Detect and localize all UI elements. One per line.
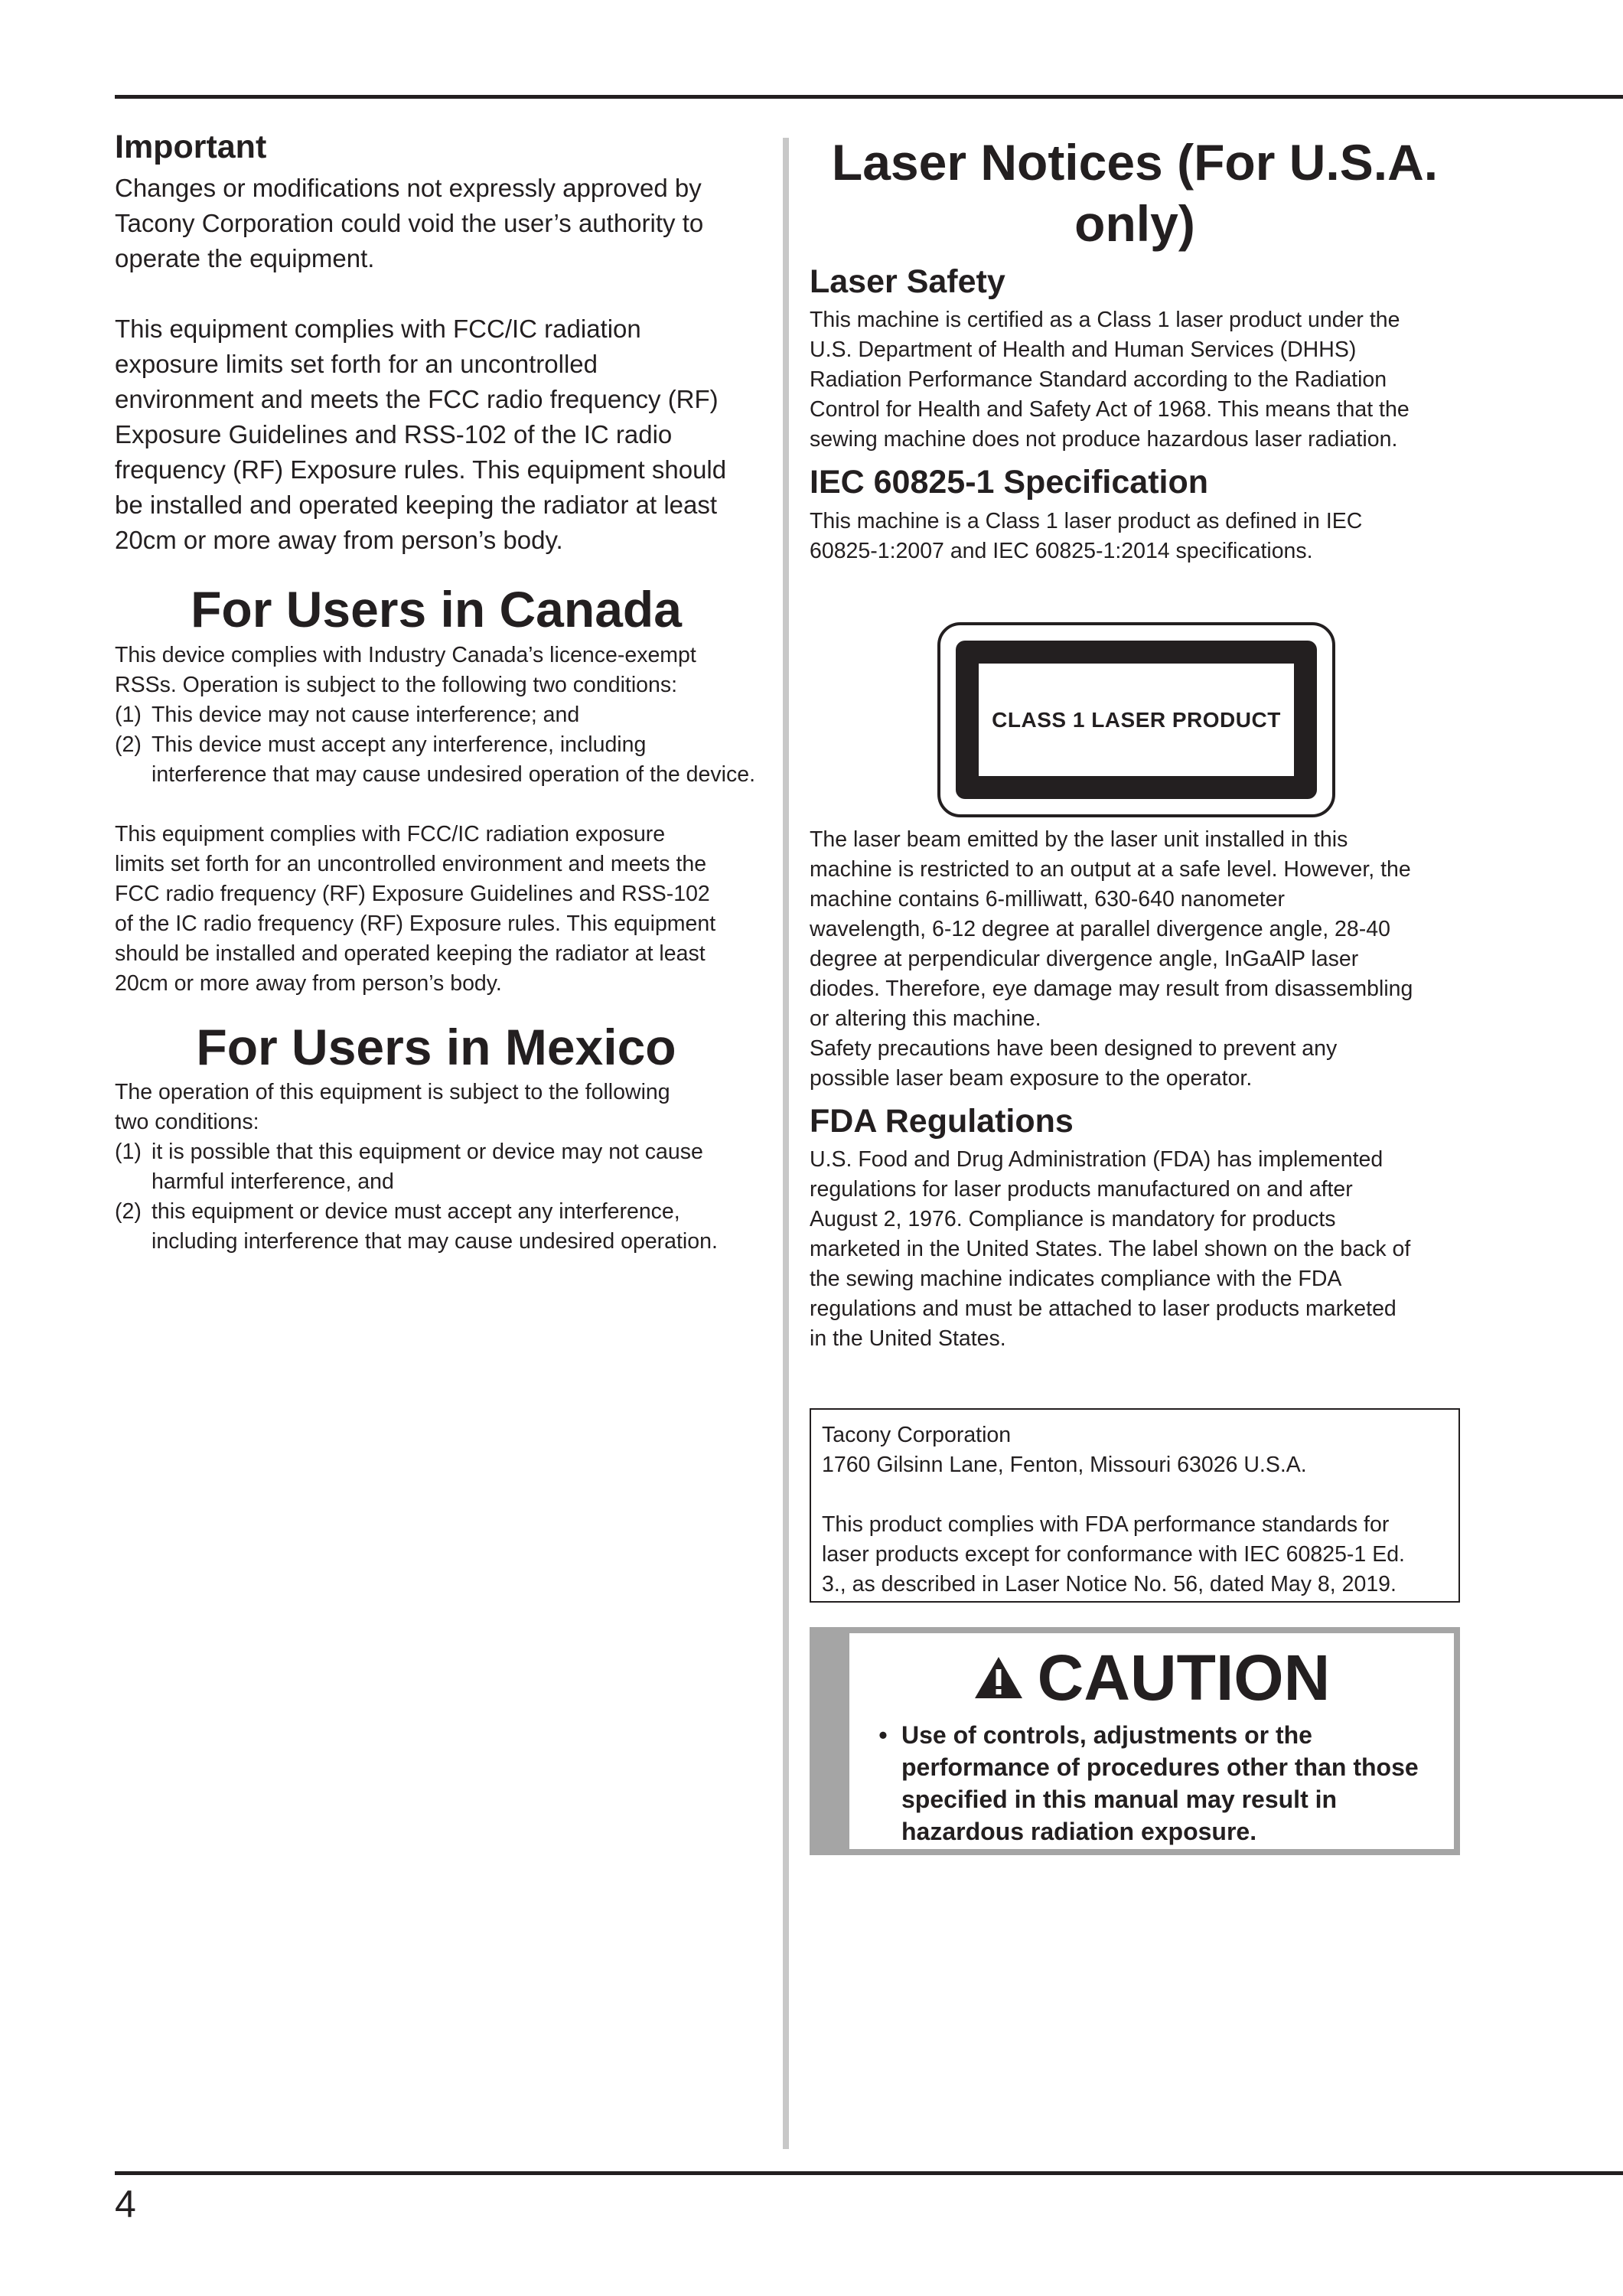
list-number: (2) [115,1199,142,1224]
bullet-icon: • [878,1721,888,1749]
text-line: exposure limits set forth for an uncontrolled [115,350,598,379]
text-line: performance of procedures other than those [901,1753,1419,1781]
text-line: machine contains 6-milliwatt, 630-640 nanometer [810,886,1285,912]
text-line: This machine is certified as a Class 1 laser product under the [810,308,1400,333]
text-line: Safety precautions have been designed to prevent any [810,1035,1338,1061]
laser-notices-title-line-1: Laser Notices (For U.S.A. [831,134,1439,191]
important-paragraph-1 [115,171,758,276]
text-line: environment and meets the FCC radio frequency (RF) [115,385,719,414]
text-line: FCC radio frequency (RF) Exposure Guidelines and RSS-102 [115,881,710,906]
text-line: hazardous radiation exposure. [901,1818,1257,1845]
tacony-compliance-box [810,1408,1460,1603]
laser-safety-heading: Laser Safety [810,263,1005,300]
list-text: This device may not cause interference; and [152,702,580,727]
text-line: or altering this machine. [810,1006,1041,1031]
class-1-laser-label [937,622,1335,817]
list-text: this equipment or device must accept any interference, including interference that may cause undesired operation. [152,1199,718,1254]
laser-safety-paragraph [810,305,1460,455]
list-number: (1) [115,1139,142,1164]
laser-beam-paragraph [810,825,1460,1094]
text-line: The operation of this equipment is subject to the following [115,1079,670,1104]
canada-intro [115,641,758,700]
iec-paragraph [810,507,1460,566]
text-line: This device complies with Industry Canada’s licence-exempt [115,642,696,667]
fda-paragraph [810,1145,1460,1354]
text-line: degree at perpendicular divergence angle, InGaAlP laser [810,946,1359,971]
text-line: frequency (RF) Exposure rules. This equipment should [115,455,727,484]
canada-conditions-list [115,700,758,790]
list-item [115,1137,758,1197]
page-number: 4 [115,2183,136,2226]
left-column [115,129,758,1257]
text-line: 20cm or more away from person’s body. [115,526,563,555]
text-line: limits set forth for an uncontrolled environment and meets the [115,851,707,876]
list-item [115,730,758,790]
text-line: laser products except for conformance with IEC 60825-1 Ed. [822,1542,1405,1567]
text-line: possible laser beam exposure to the operator. [810,1065,1253,1091]
caution-item [865,1719,1439,1848]
iec-heading: IEC 60825-1 Specification [810,464,1208,501]
text-line: Changes or modifications not expressly approved by [115,174,702,203]
label-text: CLASS 1 LASER PRODUCT [979,664,1294,776]
mexico-conditions-list [115,1137,758,1257]
text-line: specified in this manual may result in [901,1786,1338,1813]
caution-panel [849,1633,1454,1849]
canada-heading: For Users in Canada [191,581,682,638]
text-line: regulations and must be attached to laser products marketed [810,1296,1396,1322]
canada-paragraph [115,820,758,999]
list-text: This device must accept any interference, including interference that may cause undesired operation of the device. [152,732,755,787]
warning-triangle-icon [973,1655,1024,1700]
text-line: should be installed and operated keeping the radiator at least [115,941,706,966]
text-line: This equipment complies with FCC/IC radiation exposure [115,821,666,846]
text-line: U.S. Food and Drug Administration (FDA) has implemented [810,1147,1383,1172]
text-line: sewing machine does not produce hazardous laser radiation. [810,427,1398,452]
text-line: This machine is a Class 1 laser product as defined in IEC [810,508,1363,533]
important-paragraph-2 [115,311,758,558]
text-line: two conditions: [115,1109,259,1134]
important-heading: Important [115,129,267,165]
list-number: (2) [115,732,142,757]
text-line: Tacony Corporation could void the user’s authority to [115,209,704,238]
company-name: Tacony Corporation [822,1423,1012,1447]
text-line: The laser beam emitted by the laser unit installed in this [810,827,1348,852]
text-line: 20cm or more away from person’s body. [115,970,502,996]
laser-notices-title-line-2: only) [1074,195,1195,252]
text-line: regulations for laser products manufactured on and after [810,1177,1353,1202]
list-text: it is possible that this equipment or device may not cause harmful interference, and [152,1139,703,1194]
top-rule [115,95,1623,99]
text-line: Control for Health and Safety Act of 1968. This means that the [810,397,1410,422]
text-line: marketed in the United States. The label shown on the back of [810,1237,1411,1262]
column-divider [783,138,789,2149]
text-line: Use of controls, adjustments or the [901,1721,1312,1749]
text-line: 3., as described in Laser Notice No. 56, dated May 8, 2019. [822,1572,1396,1596]
mexico-intro [115,1078,758,1137]
text-line: RSSs. Operation is subject to the following two conditions: [115,672,678,697]
text-line: in the United States. [810,1326,1006,1352]
text-line: This product complies with FDA performance standards for [822,1512,1390,1537]
caution-title-row [865,1642,1439,1714]
list-number: (1) [115,702,142,727]
company-address: 1760 Gilsinn Lane, Fenton, Missouri 63026 U.S.A. [822,1453,1307,1477]
text-line: This equipment complies with FCC/IC radiation [115,315,641,344]
text-line: August 2, 1976. Compliance is mandatory for products [810,1207,1336,1232]
text-line: diodes. Therefore, eye damage may result from disassembling [810,976,1413,1001]
mexico-heading: For Users in Mexico [196,1018,676,1075]
text-line: of the IC radio frequency (RF) Exposure rules. This equipment [115,911,716,936]
caution-box [810,1627,1460,1855]
caution-title: CAUTION [1037,1642,1331,1714]
text-line: operate the equipment. [115,244,375,273]
bottom-rule [115,2171,1623,2175]
text-line: Radiation Performance Standard according to the Radiation [810,367,1387,393]
list-item [115,1197,758,1257]
text-line: be installed and operated keeping the radiator at least [115,491,718,520]
text-line: 60825-1:2007 and IEC 60825-1:2014 specifications. [810,538,1313,563]
text-line: wavelength, 6-12 degree at parallel divergence angle, 28-40 [810,916,1390,941]
text-line: the sewing machine indicates compliance with the FDA [810,1267,1342,1292]
text-line: machine is restricted to an output at a safe level. However, the [810,856,1411,882]
text-line: U.S. Department of Health and Human Services (DHHS) [810,338,1357,363]
list-item [115,700,758,730]
text-line: Exposure Guidelines and RSS-102 of the IC radio [115,420,673,449]
fda-heading: FDA Regulations [810,1102,1074,1140]
